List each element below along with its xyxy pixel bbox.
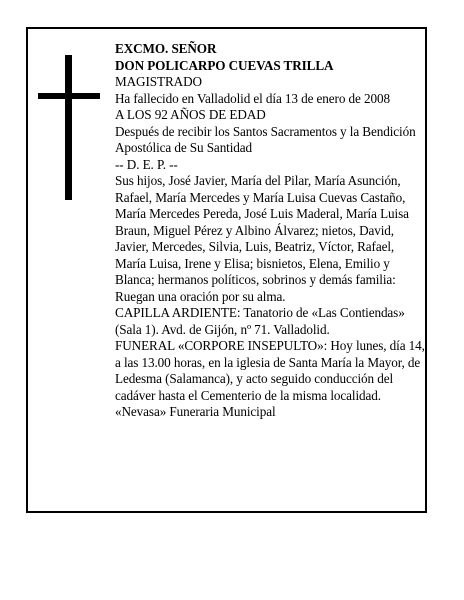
cross-vertical-bar (65, 55, 72, 200)
rip-line: -- D. E. P. -- (115, 156, 178, 172)
cross-horizontal-bar (38, 93, 100, 99)
obituary-text (115, 41, 425, 421)
chapel-info: CAPILLA ARDIENTE: Tanatorio de «Las Contiendas» (Sala 1). Avd. de Gijón, nº 71. Valladolid. (115, 305, 405, 337)
obituary-notice (26, 27, 427, 513)
cross-icon (38, 55, 100, 200)
family-list: Sus hijos, José Javier, María del Pilar, María Asunción, Rafael, María Mercedes y María Luisa Cuevas Castaño, María Mercedes Pereda, José Luis Maderal, María Luisa Braun, Miguel Pérez y Albino Álvarez; nietos, David, Javier, Mercedes, Silvia, Luis, Beatriz, Víctor, Rafael, María Luisa, Irene y Elisa; bisnietos, Elena, Emilio y Blanca; hermanos políticos, sobrinos y demás familia: (115, 173, 409, 287)
prayer-request: Ruegan una oración por su alma. (115, 288, 286, 304)
deceased-position: MAGISTRADO (115, 74, 202, 89)
death-statement: Ha fallecido en Valladolid el día 13 de enero de 2008 (115, 90, 390, 106)
deceased-name: DON POLICARPO CUEVAS TRILLA (115, 57, 334, 73)
funeral-info: FUNERAL «CORPORE INSEPULTO»: Hoy lunes, día 14, a las 13.00 horas, en la iglesia de Santa María la Mayor, de Ledesma (Salamanca), y acto seguido conducción del cadáver hasta el Cementerio de la misma localidad. (115, 338, 425, 403)
sacraments-statement: Después de recibir los Santos Sacramentos y la Bendición Apostólica de Su Santidad (115, 123, 416, 155)
age-statement: A LOS 92 AÑOS DE EDAD (115, 107, 266, 122)
honorific-title: EXCMO. SEÑOR (115, 41, 217, 56)
funeral-home: «Nevasa» Funeraria Municipal (115, 404, 276, 419)
